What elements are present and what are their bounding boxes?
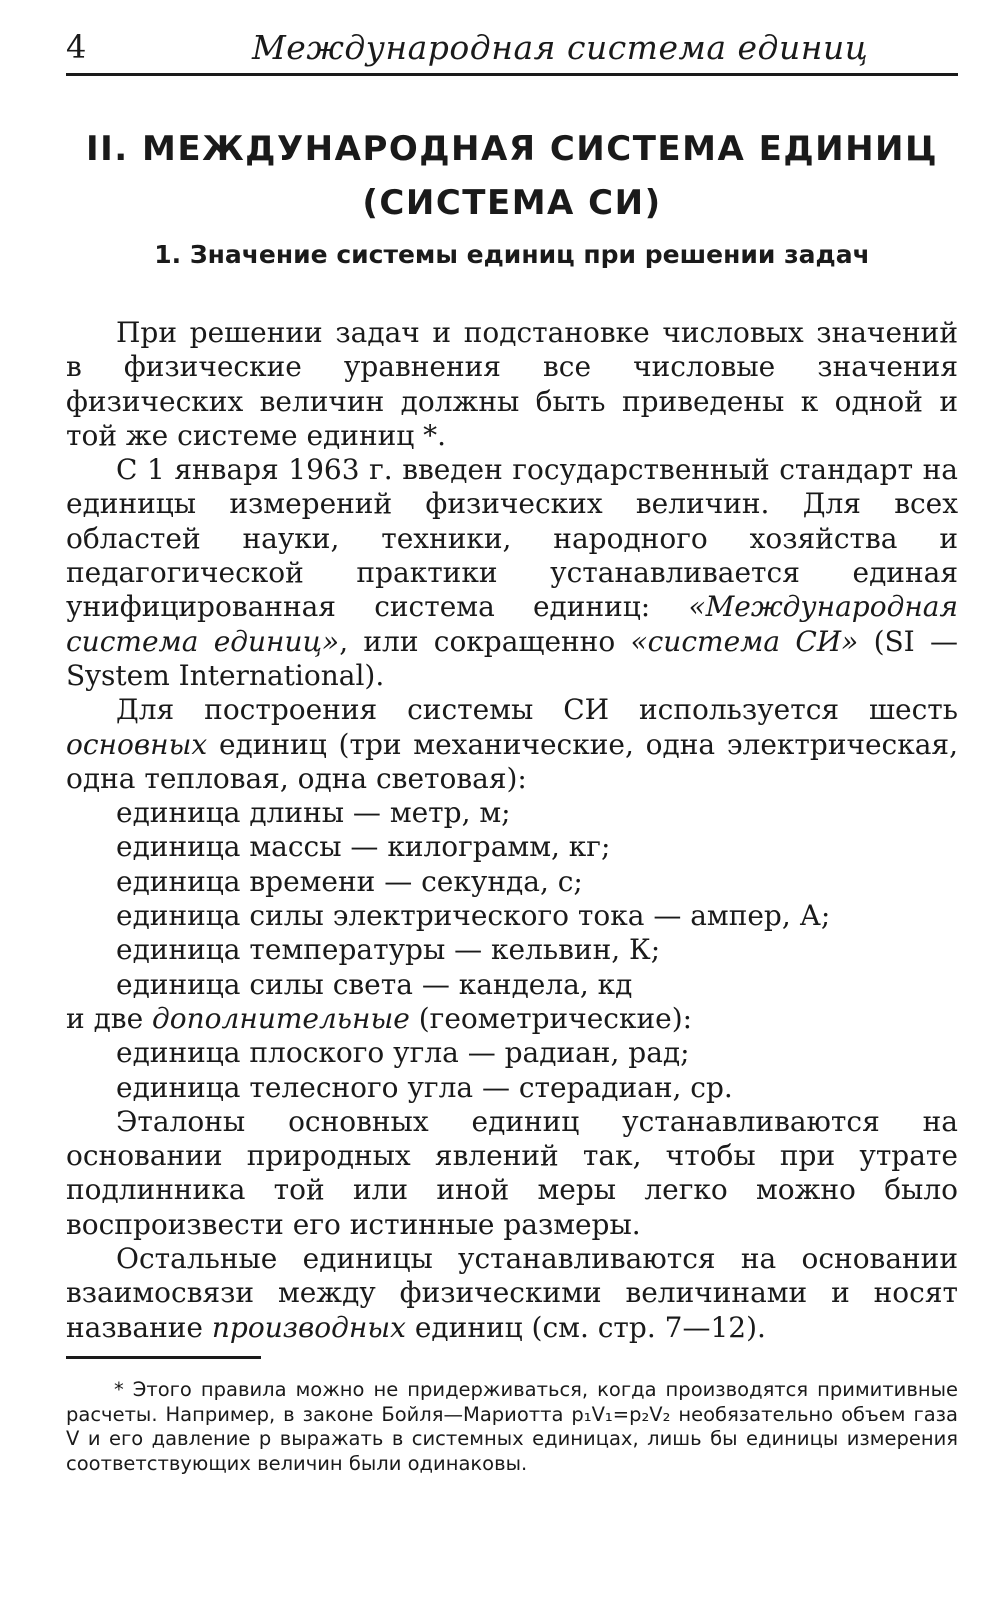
base-units-list bbox=[66, 796, 958, 1002]
body-text bbox=[66, 316, 958, 1345]
chapter-title bbox=[66, 122, 958, 230]
paragraph-2-text-a: С 1 января 1963 г. введен государственный стандарт на единицы измерений физических величин. Для всех областей науки, техники, народного хозяйства и педагогической практики устанавливается единая унифицированная система единиц: bbox=[66, 453, 958, 624]
paragraph-3-text-a: Для построения системы СИ используется шесть bbox=[116, 693, 958, 727]
header-rule bbox=[66, 73, 958, 76]
paragraph-2-text-b: , или сокращенно bbox=[339, 624, 631, 658]
paragraph-3-text-b: единиц (три механические, одна электрическая, одна тепловая, одна световая): bbox=[66, 727, 958, 795]
footnote bbox=[66, 1378, 958, 1476]
list-item: единица телесного угла — стерадиан, ср. bbox=[116, 1070, 733, 1104]
paragraph-6-text-a: Остальные единицы устанавливаются на основании взаимосвязи между физическими величинами и носят название bbox=[66, 1242, 958, 1344]
paragraph-2 bbox=[66, 453, 958, 693]
paragraph-6-text-b: единиц (см. стр. 7—12). bbox=[405, 1310, 766, 1344]
page-number: 4 bbox=[66, 28, 87, 66]
running-title: Международная система единиц bbox=[252, 28, 869, 67]
list-item: единица длины — метр, м; bbox=[116, 796, 511, 830]
chapter-title-line-1: II. МЕЖДУНАРОДНАЯ СИСТЕМА ЕДИНИЦ bbox=[85, 129, 939, 169]
paragraph-6 bbox=[66, 1242, 958, 1345]
supplementary-units-list bbox=[66, 1036, 958, 1105]
paragraph-2-emphasis-1: «Международная система единиц» bbox=[66, 590, 958, 658]
running-head bbox=[66, 28, 957, 78]
paragraph-1: При решении задач и подстановке числовых значений в физические уравнения все числовые значения физических величин должны быть приведены к одной и той же системе единиц *. bbox=[66, 316, 958, 452]
paragraph-6-emphasis: производных bbox=[211, 1310, 406, 1344]
footnote-text: * Этого правила можно не придерживаться, когда производятся примитивные расчеты. Например, в законе Бойля—Мариотта p₁V₁=p₂V₂ необязательно объем газа V и его давление p выражать в системных единицах, лишь бы единицы измерения соответствующих величин были одинаковы. bbox=[66, 1378, 958, 1475]
paragraph-4-text-a: и две bbox=[66, 1001, 153, 1035]
paragraph-4-emphasis: дополнительные bbox=[152, 1001, 410, 1035]
list-item: единица силы электрического тока — ампер, А; bbox=[116, 899, 831, 933]
list-item: единица температуры — кельвин, К; bbox=[116, 933, 661, 967]
section-title: 1. Значение системы единиц при решении задач bbox=[154, 240, 870, 269]
paragraph-3 bbox=[66, 693, 958, 796]
paragraph-2-emphasis-2: «система СИ» bbox=[630, 624, 859, 658]
chapter-title-line-2: (СИСТЕМА СИ) bbox=[362, 183, 662, 223]
list-item: единица силы света — кандела, кд bbox=[116, 967, 633, 1001]
list-item: единица времени — секунда, с; bbox=[116, 864, 583, 898]
list-item: единица плоского угла — радиан, рад; bbox=[116, 1036, 690, 1070]
list-item: единица массы — килограмм, кг; bbox=[116, 830, 611, 864]
paragraph-5: Эталоны основных единиц устанавливаются на основании природных явлений так, чтобы при утрате подлинника той или иной меры легко можно было воспроизвести его истинные размеры. bbox=[66, 1104, 958, 1241]
paragraph-3-emphasis: основных bbox=[66, 727, 208, 761]
paragraph-2-text-c: (SI — System International). bbox=[66, 624, 959, 692]
paragraph-4-text-b: (геометрические): bbox=[409, 1001, 693, 1035]
footnote-rule bbox=[66, 1356, 261, 1359]
paragraph-4 bbox=[66, 1002, 958, 1036]
